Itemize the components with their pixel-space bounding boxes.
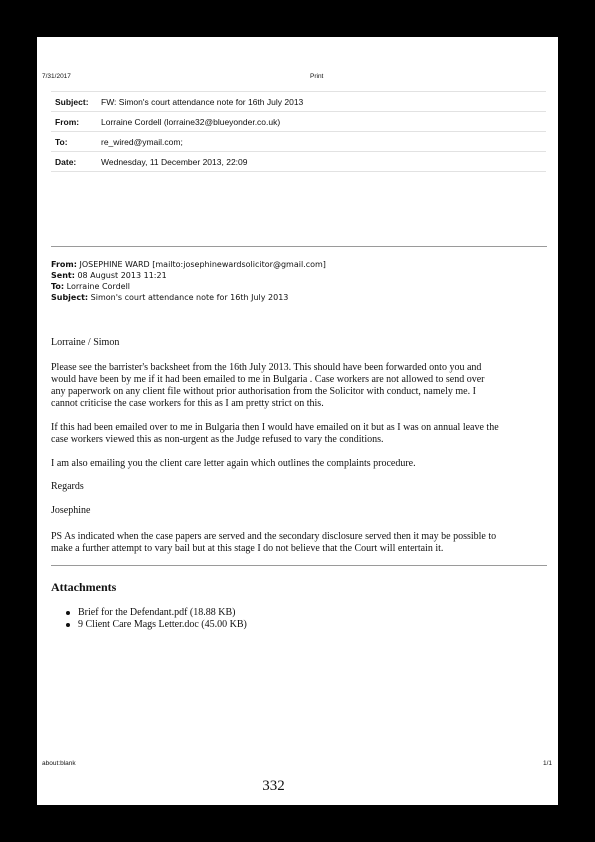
- fwd-sent-value: 08 August 2013 11:21: [77, 271, 167, 280]
- print-footer-page: 1/1: [542, 760, 552, 767]
- meta-value: Wednesday, 11 December 2013, 22:09: [101, 152, 546, 172]
- text-line: If this had been emailed over to me in Bulgaria then I would have emailed on it but as I was on annual leave the: [51, 422, 499, 433]
- text-line: PS As indicated when the case papers are served and the secondary disclosure served then it may be possible to: [51, 531, 497, 542]
- fwd-to-label: To:: [51, 282, 65, 291]
- attachment-item[interactable]: [51, 619, 247, 631]
- print-title: Print: [310, 73, 324, 80]
- meta-value: re_wired@ymail.com;: [101, 132, 546, 152]
- meta-row-from: [51, 112, 546, 132]
- fwd-to-value: Lorraine Cordell: [66, 282, 131, 291]
- text-line: cannot criticise the case workers for this as I am pretty strict on this.: [51, 398, 324, 409]
- attachments-list: [51, 607, 247, 631]
- printed-page: [37, 37, 558, 805]
- meta-key: To:: [51, 132, 101, 152]
- email-meta-table: [51, 91, 546, 172]
- text-line: case workers viewed this as non-urgent as the Judge refused to vary the conditions.: [51, 434, 384, 445]
- paragraph-2: [51, 422, 551, 446]
- text-line: Please see the barrister's backsheet from the 16th July 2013. This should have been forwarded onto you and: [51, 362, 482, 373]
- print-footer-url: about:blank: [42, 760, 76, 767]
- meta-key: From:: [51, 112, 101, 132]
- attachment-link[interactable]: 9 Client Care Mags Letter.doc (45.00 KB): [78, 619, 247, 630]
- fwd-subject-label: Subject:: [51, 293, 89, 302]
- fwd-sent-label: Sent:: [51, 271, 75, 280]
- fwd-subject-value: Simon's court attendance note for 16th July 2013: [90, 293, 289, 302]
- divider: [51, 565, 547, 566]
- meta-key: Date:: [51, 152, 101, 172]
- print-date: 7/31/2017: [42, 73, 71, 80]
- signature: Josephine: [51, 505, 91, 516]
- postscript: [51, 531, 551, 555]
- bullet-icon: [66, 611, 70, 615]
- attachment-item[interactable]: [51, 607, 247, 619]
- attachment-link[interactable]: Brief for the Defendant.pdf (18.88 KB): [78, 607, 236, 618]
- text-line: would have been by me if it had been emailed to me in Bulgaria . Case workers are not allowed to send over: [51, 374, 485, 385]
- meta-key: Subject:: [51, 92, 101, 112]
- text-line: any paperwork on any client file without prior authorisation from the Solicitor with conduct, namely me. I: [51, 386, 476, 397]
- paragraph-1: [51, 362, 551, 410]
- attachments-title: Attachments: [51, 580, 117, 594]
- bullet-icon: [66, 623, 70, 627]
- forwarded-header: [51, 259, 326, 303]
- regards: Regards: [51, 481, 84, 492]
- page-number: 332: [262, 778, 285, 794]
- fwd-from-label: From:: [51, 260, 77, 269]
- meta-row-to: [51, 132, 546, 152]
- meta-row-date: [51, 152, 546, 172]
- meta-value: FW: Simon's court attendance note for 16th July 2013: [101, 92, 546, 112]
- paragraph-3: I am also emailing you the client care letter again which outlines the complaints procedure.: [51, 458, 416, 469]
- meta-row-subject: [51, 92, 546, 112]
- meta-value: Lorraine Cordell (lorraine32@blueyonder.co.uk): [101, 112, 546, 132]
- fwd-from-value: JOSEPHINE WARD [mailto:josephinewardsolicitor@gmail.com]: [79, 260, 326, 269]
- text-line: make a further attempt to vary bail but at this stage I do not believe that the Court will entertain it.: [51, 543, 444, 554]
- divider: [51, 246, 547, 247]
- greeting: Lorraine / Simon: [51, 337, 120, 348]
